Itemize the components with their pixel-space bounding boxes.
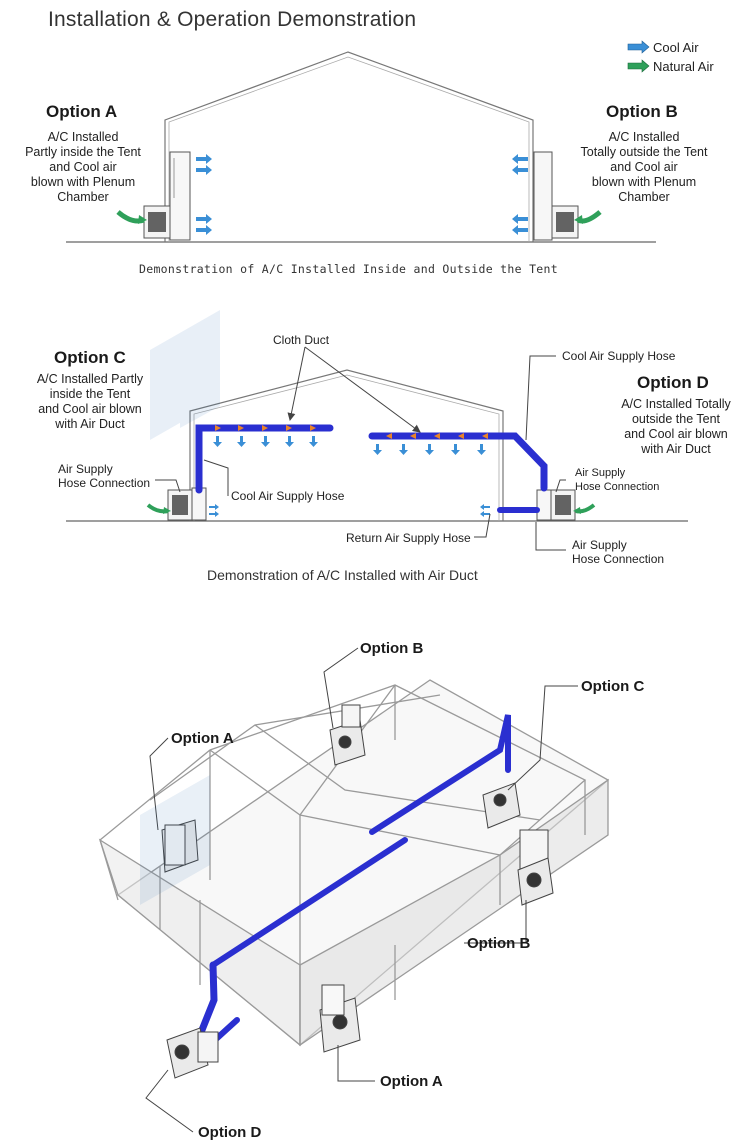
callout-line: Air Supply [575,467,626,479]
cool-air-supply-hose-label-mid: Cool Air Supply Hose [231,489,345,503]
callout-option-b-right: Option B [467,935,531,952]
option-b-line: A/C Installed [608,130,680,144]
callout-line: Hose Connection [58,476,151,490]
ac-unit-indoor-left [170,152,190,240]
cool-air-arrows-left [196,154,212,235]
air-supply-hose-connection-right-top [575,466,659,494]
option-d-title: Option D [637,373,709,392]
option-b-line: blown with Plenum [591,175,697,189]
option-d-description [606,397,746,457]
return-air-supply-hose-label: Return Air Supply Hose [346,531,471,545]
legend-cool-air-label: Cool Air [653,40,699,55]
callout-line: Air Supply [58,462,113,476]
callout-option-a-bottom: Option A [380,1073,443,1090]
option-a-line: and Cool air [49,160,117,174]
option-a-line: Partly inside the Tent [25,145,141,159]
legend-natural-air-label: Natural Air [653,59,714,74]
air-supply-hose-connection-right-bottom [572,538,664,566]
option-c-description [20,372,160,432]
option-a-line: Chamber [57,190,109,204]
cool-air-supply-hose-label-top: Cool Air Supply Hose [562,349,676,363]
option-a-line: A/C Installed [47,130,119,144]
page-title: Installation & Operation Demonstration [48,8,417,31]
option-c-title: Option C [54,348,126,367]
cool-air-arrows-right [512,154,528,235]
cloth-duct-label: Cloth Duct [273,333,330,347]
option-b-title: Option B [606,102,678,121]
option-b-line: Totally outside the Tent [580,145,708,159]
option-d-line: with Air Duct [641,442,711,456]
callout-line: Hose Connection [575,481,660,493]
option-a-line: blown with Plenum [30,175,136,189]
option-c-line: and Cool air blown [38,402,142,416]
option-d-line: and Cool air blown [624,427,728,441]
option-b-line: Chamber [618,190,670,204]
option-b-line: and Cool air [610,160,678,174]
callout-line: Hose Connection [572,552,665,566]
option-a-description [10,130,156,205]
callout-option-c-right: Option C [581,678,645,695]
legend-cool-air-icon [628,41,649,53]
option-c-line: with Air Duct [55,417,125,431]
callout-line: Air Supply [572,538,627,552]
callout-option-a-left: Option A [171,730,234,747]
section2-caption: Demonstration of A/C Installed with Air Duct [207,567,478,583]
callout-option-d-bottom: Option D [198,1124,262,1141]
option-d-line: outside the Tent [631,412,721,426]
option-d-line: A/C Installed Totally [621,397,731,411]
section1-caption: Demonstration of A/C Installed Inside and Outside the Tent [139,262,558,276]
option-b-description [566,130,722,205]
air-supply-hose-connection-left [58,462,150,490]
callout-option-b-top: Option B [360,640,424,657]
legend-natural-air-icon [628,60,649,72]
option-a-title: Option A [46,102,118,121]
option-c-line: inside the Tent [49,387,131,401]
option-c-line: A/C Installed Partly [36,372,144,386]
ac-unit-plenum-right [534,152,552,240]
